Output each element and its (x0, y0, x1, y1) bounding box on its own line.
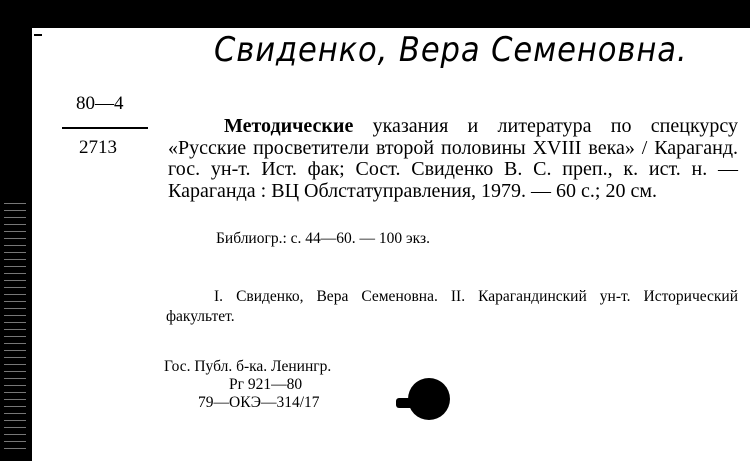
handwritten-author-name: Свиденко, Вера Семеновна. (214, 30, 688, 70)
call-number-top: 80—4 (76, 93, 124, 114)
library-number: 79—ОКЭ—314/17 (198, 394, 320, 411)
entry-paragraph (168, 116, 738, 202)
entry-description (168, 116, 738, 202)
library-code: Рг 921—80 (229, 376, 303, 393)
scan-edge-texture (4, 200, 26, 455)
library-name: Гос. Публ. б-ка. Ленингр. (164, 358, 332, 375)
tracings: I. Свиденко, Вера Семеновна. II. Карагандинский ун-т. Исторический факультет. (166, 288, 738, 325)
bibliography-note: Библиогр.: с. 44—60. — 100 экз. (216, 230, 430, 247)
entry-title-bold: Методические (224, 115, 354, 137)
corner-mark (34, 34, 42, 36)
call-number-divider (62, 127, 148, 129)
scan-top-edge (0, 0, 750, 28)
entry-title-rest: указания и литература по спецкурсу «Русские просветители второй половины XVIII века» / Караганд. гос. ун-т. Ист. фак; Сост. Свиденко В. С. преп., к. ист. н. — Караганда : ВЦ Облстатуправления, 1979. — 60 с.; 20 см. (168, 115, 738, 202)
ink-blot-smear (396, 398, 418, 408)
call-number-bottom: 2713 (79, 137, 117, 158)
scan-left-edge (0, 0, 32, 461)
